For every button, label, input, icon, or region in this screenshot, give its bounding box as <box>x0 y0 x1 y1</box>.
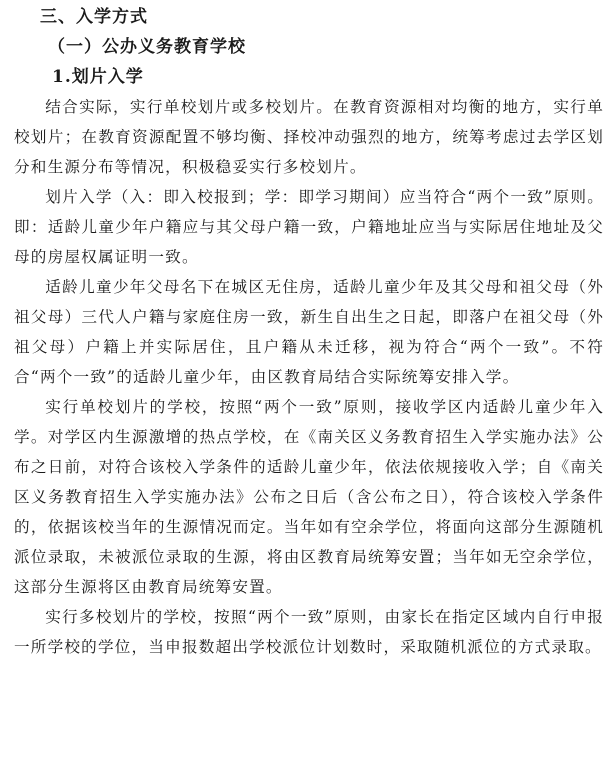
subsubsection-heading: 1.划片入学 <box>52 67 144 87</box>
paragraph-two-consistencies: 划片入学（入：即入校报到；学：即学习期间）应当符合“两个一致”原则。即：适龄儿童少年户籍应与其父母户籍一致，户籍地址应当与实际居住地址及父母的房屋权属证明一致。 <box>14 188 604 266</box>
paragraph-no-housing: 适龄儿童少年父母名下在城区无住房，适龄儿童少年及其父母和祖父母（外祖父母）三代人户籍与家庭住房一致，新生自出生之日起，即落户在祖父母（外祖父母）户籍上并实际居住，且户籍从未迁移，视为符合“两个一致”。不符合“两个一致”的适龄儿童少年，由区教育局结合实际统筹安排入学。 <box>14 278 604 386</box>
paragraph-multi-school-zoning: 实行多校划片的学校，按照“两个一致”原则，由家长在指定区域内自行申报一所学校的学位，当申报数超出学校派位计划数时，采取随机派位的方式录取。 <box>14 608 604 656</box>
paragraph-single-school-zoning: 实行单校划片的学校，按照“两个一致”原则，接收学区内适龄儿童少年入学。对学区内生源激增的热点学校，在《南关区义务教育招生入学实施办法》公布之日前，对符合该校入学条件的适龄儿童少年，依法依规接收入学；自《南关区义务教育招生入学实施办法》公布之日后（含公布之日），符合该校入学条件的，依据该校当年的生源情况而定。当年如有空余学位，将面向这部分生源随机派位录取，未被派位录取的生源，将由区教育局统筹安置；当年如无空余学位，这部分生源将区由教育局统筹安置。 <box>14 398 604 596</box>
paragraph-zoning-policy: 结合实际，实行单校划片或多校划片。在教育资源相对均衡的地方，实行单校划片；在教育资源配置不够均衡、择校冲动强烈的地方，统筹考虑过去学区划分和生源分布等情况，积极稳妥实行多校划片。 <box>14 98 604 176</box>
subsection-heading: （一）公办义务教育学校 <box>48 37 246 57</box>
section-heading: 三、入学方式 <box>40 7 148 27</box>
